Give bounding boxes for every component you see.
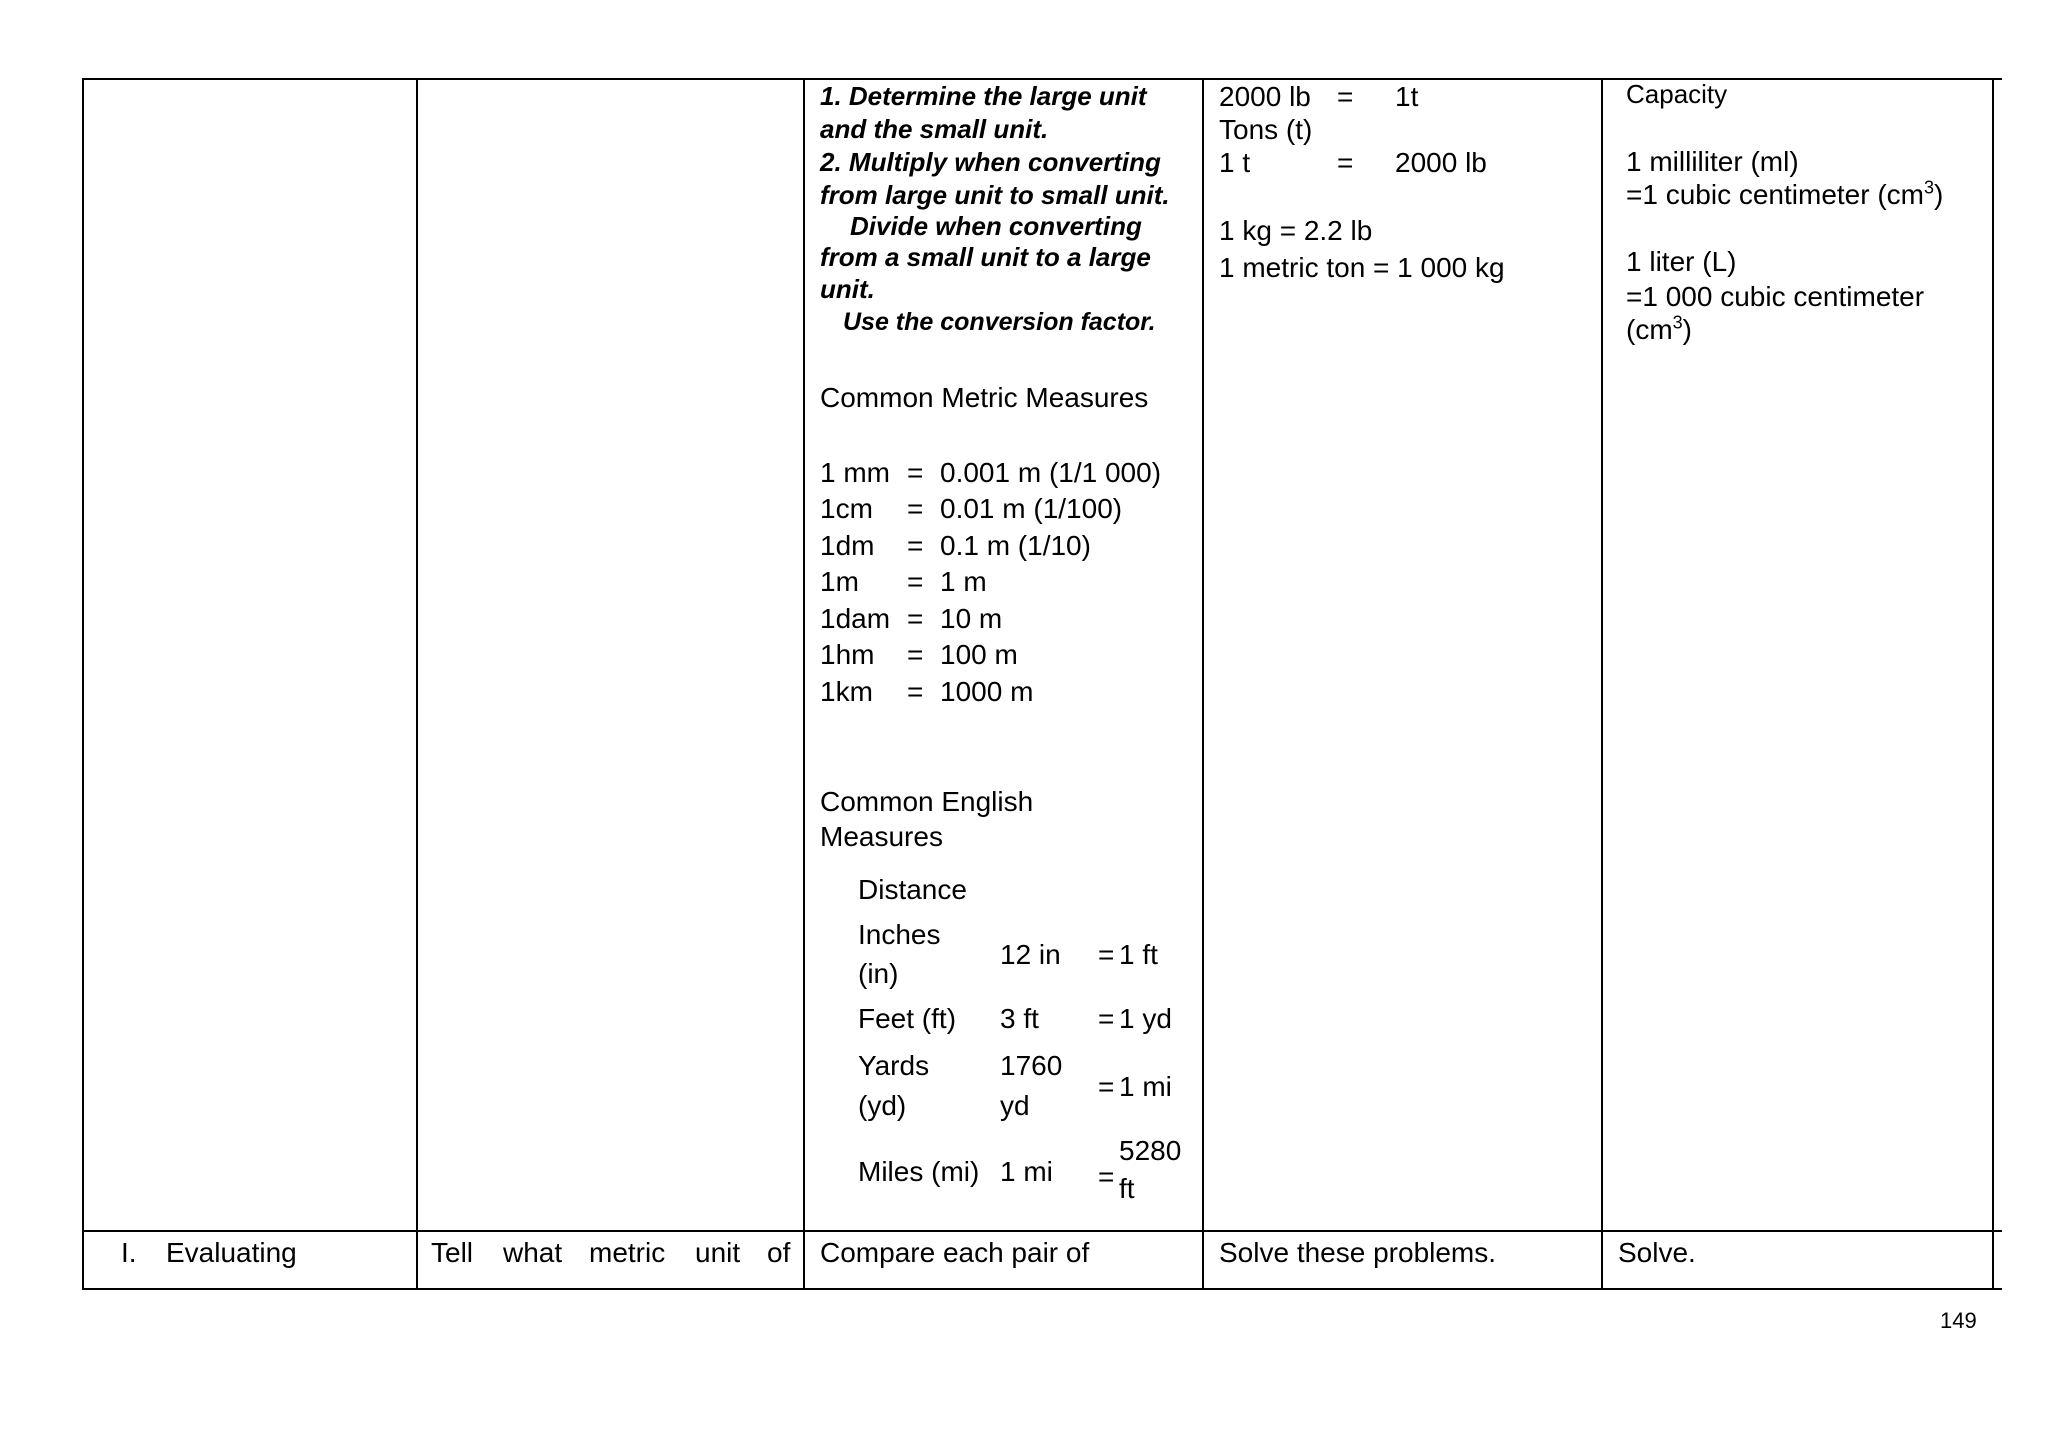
distance-unit-name: Feet (ft)	[858, 1003, 957, 1034]
step-line: Use the conversion factor.	[843, 308, 1156, 336]
capacity-line: =1 cubic centimeter $(cm^3)$	[1626, 177, 1944, 210]
step-line: from a small unit to a large	[820, 242, 1151, 272]
objective-word: of	[767, 1237, 791, 1268]
metric-equals: =	[907, 676, 924, 707]
metric-unit: 1dam	[820, 603, 891, 634]
metric-equals: =	[907, 566, 924, 597]
metric-unit: 1 mm	[820, 457, 890, 488]
row-label: Evaluating	[166, 1237, 297, 1268]
distance-unit-name: Inches	[858, 919, 941, 950]
column-divider	[1202, 78, 1204, 1290]
distance-unit-name: (yd)	[858, 1090, 907, 1121]
metric-ton-conversion: 1 metric ton = 1 000 kg	[1219, 252, 1505, 283]
metric-equals: =	[907, 457, 924, 488]
distance-unit-name: Yards	[858, 1050, 930, 1081]
metric-equals: =	[907, 639, 924, 670]
distance-equals: =	[1098, 1071, 1115, 1102]
distance-equals: =	[1098, 939, 1115, 970]
evaluation-prompt: Solve these problems.	[1219, 1237, 1497, 1268]
distance-unit-name: Miles (mi)	[858, 1156, 980, 1187]
step-line: 2. Multiply when converting	[820, 147, 1161, 177]
metric-unit: 1hm	[820, 639, 875, 670]
kg-lb-conversion: 1 kg = 2.2 lb	[1219, 215, 1373, 246]
metric-value: 1 m	[940, 566, 987, 597]
metric-equals: =	[907, 530, 924, 561]
step-line: and the small unit.	[820, 114, 1049, 144]
column-divider	[1601, 78, 1603, 1290]
objective-word: what	[503, 1237, 563, 1268]
step-line: unit.	[820, 274, 875, 304]
metric-unit: 1cm	[820, 493, 873, 524]
capacity-line: 1 liter (L)	[1626, 246, 1737, 277]
row-number: I.	[121, 1237, 137, 1268]
metric-value: 0.001 m (1/1 000)	[940, 457, 1162, 488]
metric-value: 100 m	[940, 639, 1018, 670]
distance-label: Distance	[858, 874, 967, 905]
weight-equals: =	[1337, 147, 1354, 178]
metric-equals: =	[907, 493, 924, 524]
metric-value: 10 m	[940, 603, 1003, 634]
weight-left: 2000 lb	[1219, 81, 1311, 112]
metric-unit: 1km	[820, 676, 873, 707]
english-measures-title: Common English	[820, 786, 1034, 817]
objective-word: Tell	[431, 1237, 474, 1268]
capacity-line: $(cm^3)$	[1626, 312, 1692, 345]
tons-label: Tons (t)	[1219, 114, 1313, 145]
metric-equals: =	[907, 603, 924, 634]
metric-unit: 1m	[820, 566, 859, 597]
distance-amount: 1 mi	[1000, 1156, 1053, 1187]
table-border-bottom	[82, 1288, 2002, 1290]
objective-word: metric	[589, 1237, 666, 1268]
metric-unit: 1dm	[820, 530, 875, 561]
page-number: 149	[1940, 1308, 1977, 1333]
step-line: from large unit to small unit.	[820, 180, 1170, 210]
distance-result: 1 mi	[1119, 1071, 1172, 1102]
distance-result: 5280	[1119, 1135, 1182, 1166]
distance-equals: =	[1098, 1003, 1115, 1034]
capacity-line: 1 milliliter (ml)	[1626, 146, 1799, 177]
distance-amount: 1760	[1000, 1050, 1063, 1081]
evaluation-prompt: Compare each pair of	[820, 1237, 1090, 1268]
distance-unit-name: (in)	[858, 958, 899, 989]
distance-result: 1 yd	[1119, 1003, 1172, 1034]
weight-equals: =	[1337, 81, 1354, 112]
table-border-right	[1992, 78, 1994, 1290]
metric-measures-title: Common Metric Measures	[820, 382, 1149, 413]
english-measures-title: Measures	[820, 821, 943, 852]
distance-result: ft	[1119, 1173, 1135, 1204]
column-divider	[416, 78, 418, 1290]
distance-equals: =	[1098, 1161, 1115, 1192]
weight-right: 2000 lb	[1395, 147, 1487, 178]
step-line: 1. Determine the large unit	[820, 81, 1147, 111]
objective-word: unit	[695, 1237, 741, 1268]
weight-left: 1 t	[1219, 147, 1251, 178]
capacity-heading: Capacity	[1626, 79, 1728, 109]
distance-amount: yd	[1000, 1090, 1030, 1121]
distance-result: 1 ft	[1119, 939, 1158, 970]
column-divider	[803, 78, 805, 1290]
step-line: Divide when converting	[850, 211, 1142, 241]
distance-amount: 3 ft	[1000, 1003, 1039, 1034]
distance-amount: 12 in	[1000, 939, 1061, 970]
metric-value: 0.1 m (1/10)	[940, 530, 1091, 561]
row-divider	[82, 1230, 2002, 1232]
evaluation-prompt: Solve.	[1618, 1237, 1696, 1268]
weight-right: 1t	[1395, 81, 1419, 112]
metric-value: 0.01 m (1/100)	[940, 493, 1123, 524]
capacity-line: =1 000 cubic centimeter	[1626, 281, 1925, 312]
table-border-left	[82, 78, 84, 1290]
metric-value: 1000 m	[940, 676, 1034, 707]
